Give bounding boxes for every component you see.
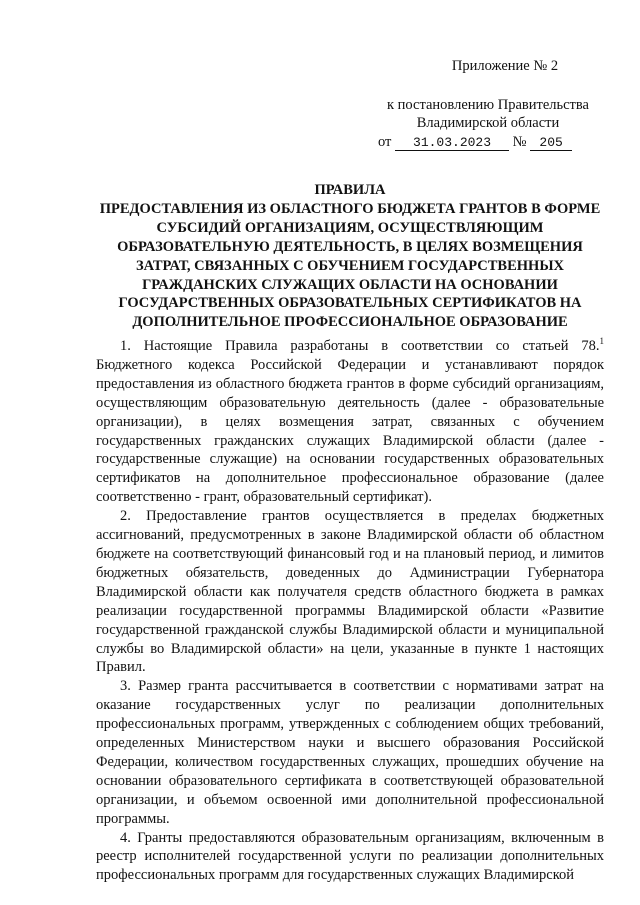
paragraph-1-start: 1. Настоящие Правила разработаны в соответствии со статьей 78. xyxy=(120,338,600,354)
document-title xyxy=(96,181,604,332)
paragraph-2: 2. Предоставление грантов осуществляется в пределах бюджетных ассигнований, предусмотренных в законе Владимирской области об областном бюджете на соответствующий финансовый год и на плановый период, и лимитов бюджетных обязательств, доведенных до Администрации Губернатора Владимирской области как получателя средств областного бюджета в рамках реализации государственной программы Владимирской области «Развитие государственной гражданской службы Владимирской области и муниципальной службы во Владимирской области» на цели, указанные в пункте 1 настоящих Правил. xyxy=(96,508,604,676)
decree-date: 31.03.2023 xyxy=(395,136,509,151)
title-subtitle: ПРЕДОСТАВЛЕНИЯ ИЗ ОБЛАСТНОГО БЮДЖЕТА ГРАНТОВ В ФОРМЕ СУБСИДИЙ ОРГАНИЗАЦИЯМ, ОСУЩЕСТВЛЯЮЩИМ ОБРАЗОВАТЕЛЬНУЮ ДЕЯТЕЛЬНОСТЬ, В ЦЕЛЯХ ВОЗМЕЩЕНИЯ ЗАТРАТ, СВЯЗАННЫХ С ОБУЧЕНИЕМ ГОСУДАРСТВЕННЫХ ГРАЖДАНСКИХ СЛУЖАЩИХ ОБЛАСТИ НА ОСНОВАНИИ ГОСУДАРСТВЕННЫХ ОБРАЗОВАТЕЛЬНЫХ СЕРТИФИКАТОВ НА ДОПОЛНИТЕЛЬНОЕ ПРОФЕССИОНАЛЬНОЕ ОБРАЗОВАНИЕ xyxy=(99,200,601,331)
title-heading: ПРАВИЛА xyxy=(314,182,386,198)
decree-line-2: Владимирской области xyxy=(416,115,560,131)
paragraph-1 xyxy=(96,337,604,507)
paragraph-3: 3. Размер гранта рассчитывается в соответствии с нормативами затрат на оказание государственных услуг по реализации дополнительных профессиональных программ, утвержденных с соблюдением общих требований, определенных Министерством науки и высшего образования Российской Федерации, количеством государственных служащих, прошедших обучение на основании образовательного сертификата в соответствующей образовательной организации, и объемом освоенной ими дополнительной профессиональной программы. xyxy=(96,678,604,827)
decree-date-number xyxy=(378,134,572,151)
article-superscript: 1 xyxy=(599,336,604,347)
decree-line-1: к постановлению Правительства xyxy=(387,97,589,113)
decree-reference xyxy=(370,96,606,132)
paragraph-1-rest: Бюджетного кодекса Российской Федерации и устанавливают порядок предоставления из областного бюджета грантов в форме субсидий организациям, осуществляющим образовательную деятельность (далее - образовательные организации), в целях возмещения затрат, связанных с обучением государственных гражданских служащих Владимирской области (далее - государственные служащие) на основании государственных образовательных сертификатов на дополнительное профессиональное образование (далее соответственно - грант, образовательный сертификат). xyxy=(96,356,604,506)
from-label: от xyxy=(378,134,392,150)
paragraph-4: 4. Гранты предоставляются образовательным организациям, включенным в реестр исполнителей государственной услуги по реализации дополнительных профессиональных программ для государственных служащих Владимирской xyxy=(96,829,604,884)
appendix-label: Приложение № 2 xyxy=(451,58,559,74)
document-body xyxy=(96,337,604,885)
number-label: № xyxy=(512,134,527,150)
decree-number: 205 xyxy=(530,136,572,151)
